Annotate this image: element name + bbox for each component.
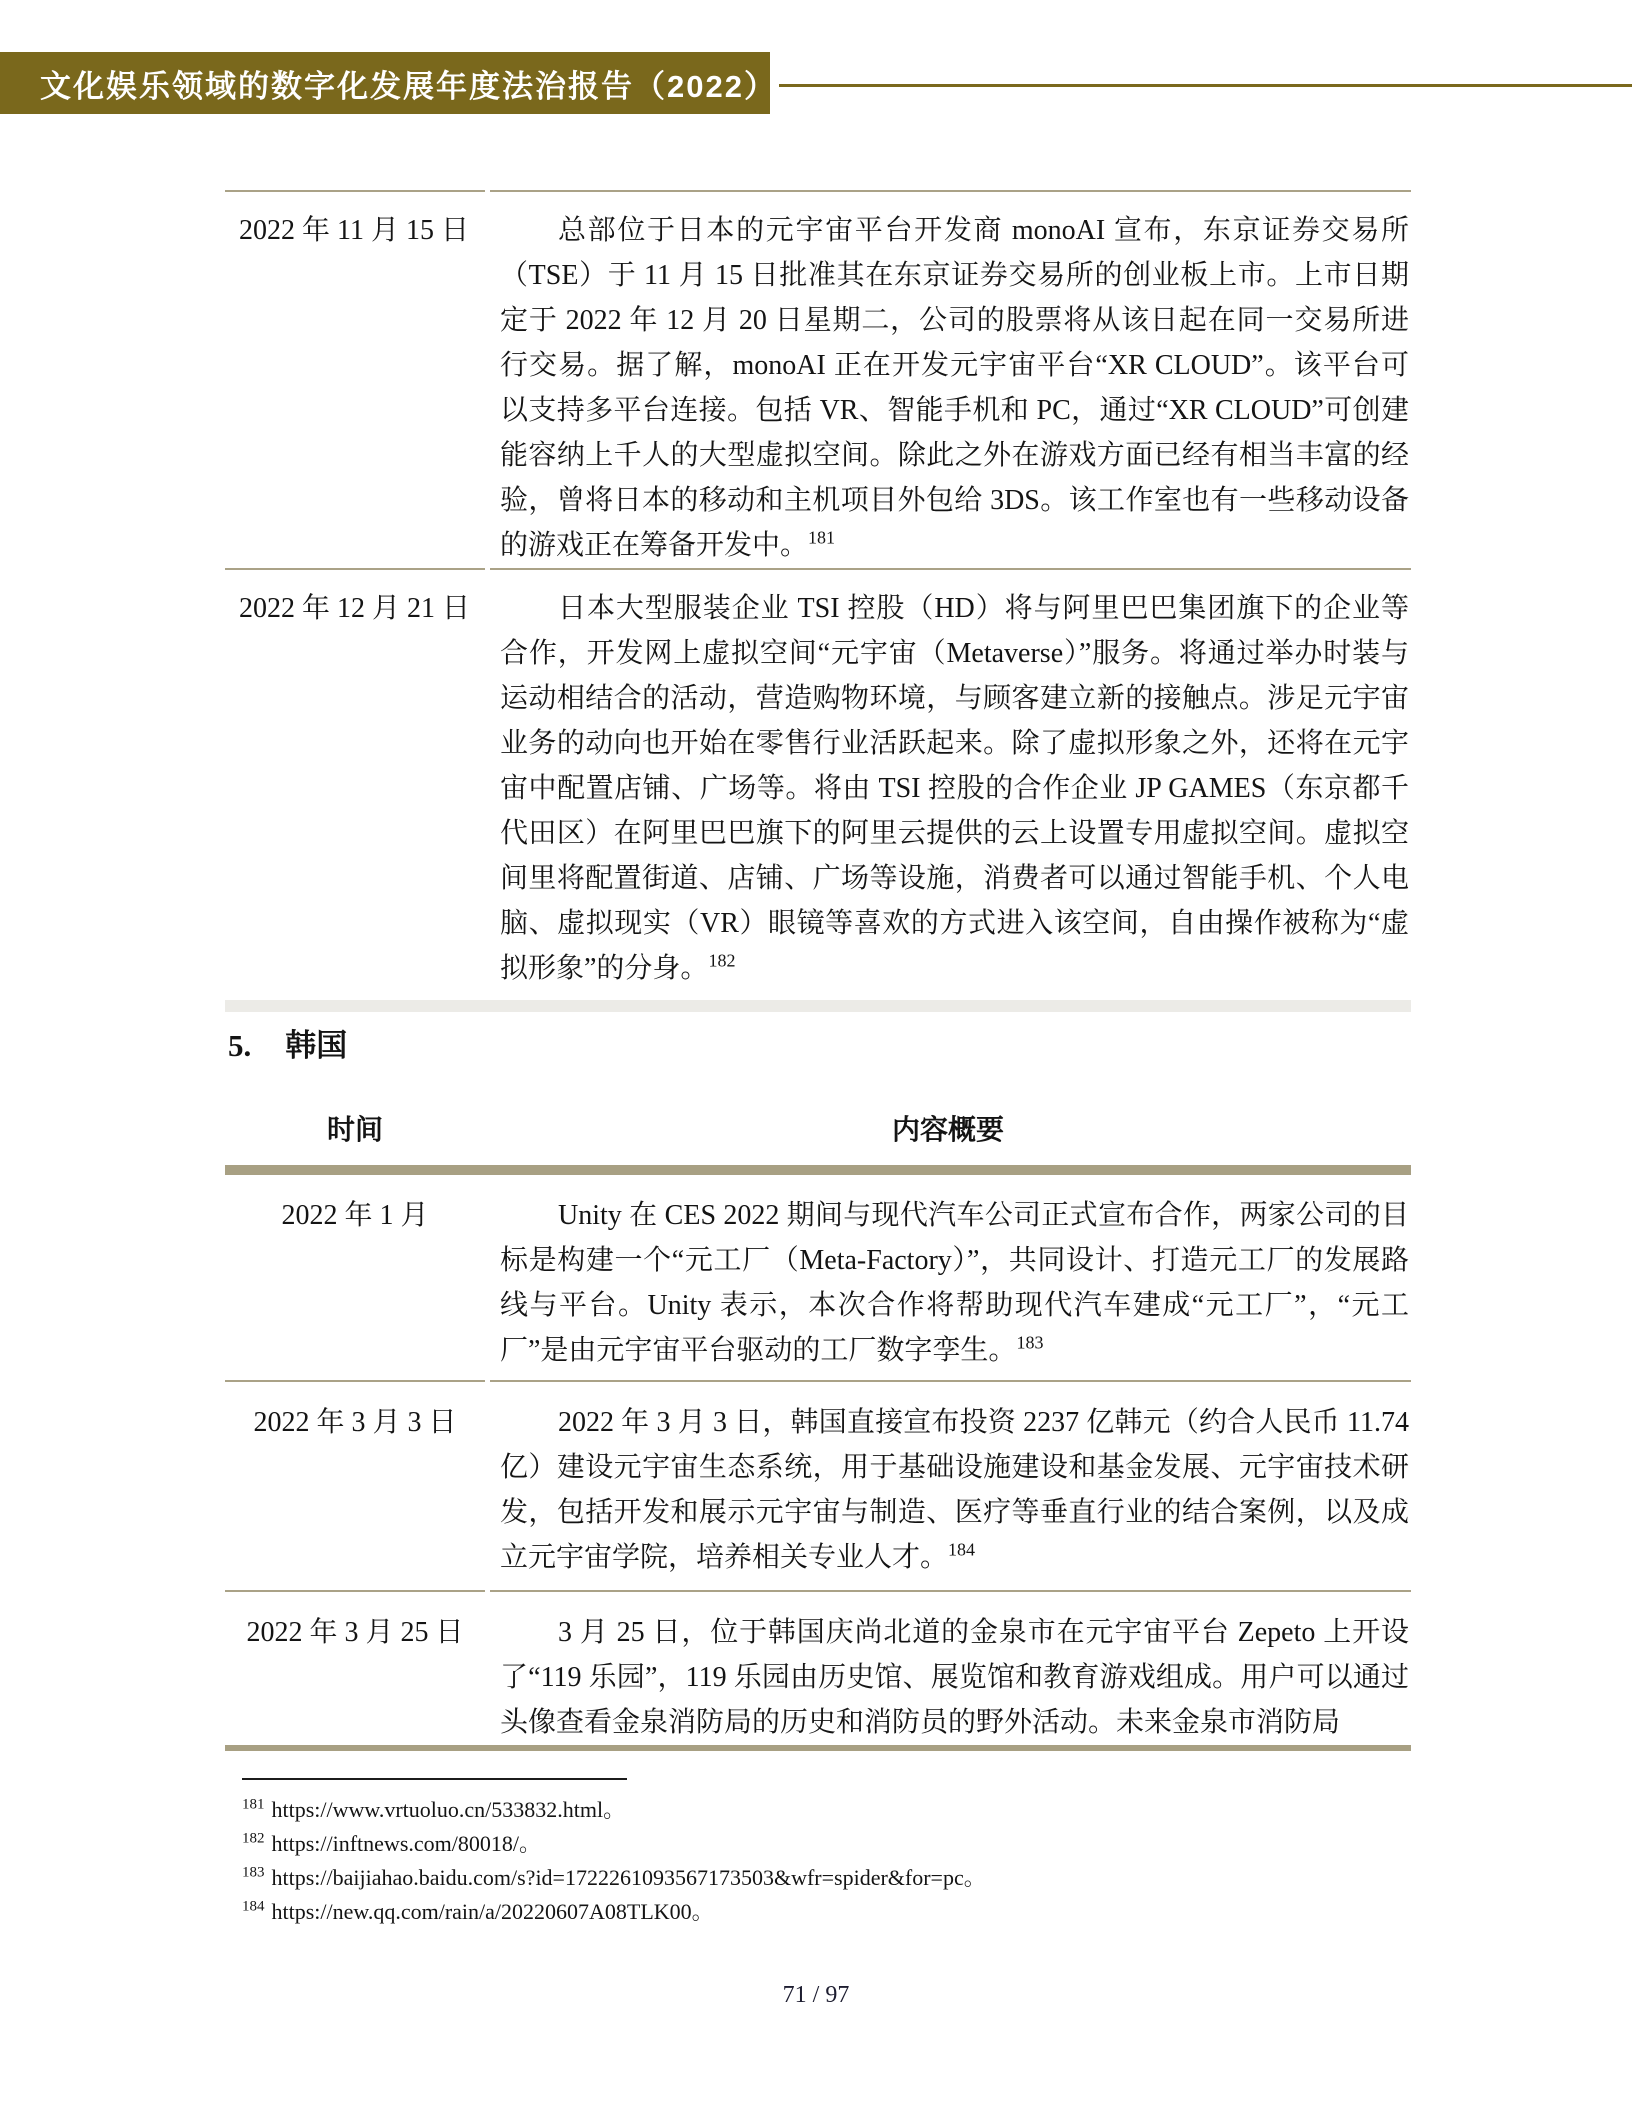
event-summary	[490, 1175, 1411, 1380]
footnote-ref: 181	[808, 527, 836, 548]
section-number: 5.	[228, 1028, 252, 1063]
event-date: 2022 年 3 月 25 日	[225, 1590, 485, 1745]
footnote-separator	[242, 1778, 627, 1780]
event-summary-text: 2022 年 3 月 3 日，韩国直接宣布投资 2237 亿韩元（约合人民币 11.74 亿）建设元宇宙生态系统，用于基础设施建设和基金发展、元宇宙技术研发，包括开发和展示元宇宙与制造、医疗等垂直行业的结合案例，以及成立元宇宙学院，培养相关专业人才。	[500, 1407, 1409, 1573]
footnote-number: 183	[242, 1864, 265, 1881]
section-heading	[228, 1020, 347, 1065]
footnote-url: https://www.vrtuoluo.cn/533832.html。	[271, 1797, 626, 1822]
table-row	[225, 1175, 1411, 1380]
table-row	[225, 190, 1411, 568]
event-date: 2022 年 12 月 21 日	[225, 568, 485, 1002]
footnotes	[242, 1793, 986, 1929]
footnote-number: 181	[242, 1796, 265, 1813]
event-summary-text: 总部位于日本的元宇宙平台开发商 monoAI 宣布，东京证券交易所（TSE）于 11 月 15 日批准其在东京证券交易所的创业板上市。上市日期定于 2022 年 12 月 20 日星期二，公司的股票将从该日起在同一交易所进行交易。据了解，monoAI 正在开发元宇宙平台“XR CLOUD”。该平台可以支持多平台连接。包括 VR、智能手机和 PC，通过“XR CLOUD”可创建能容纳上千人的大型虚拟空间。除此之外在游戏方面已经有相当丰富的经验，曾将日本的移动和主机项目外包给 3DS。该工作室也有一些移动设备的游戏正在筹备开发中。	[500, 215, 1409, 561]
event-summary	[490, 1380, 1411, 1590]
footnote	[242, 1827, 986, 1861]
event-summary	[490, 568, 1411, 1002]
event-summary	[490, 190, 1411, 568]
footnote	[242, 1861, 986, 1895]
report-title: 文化娱乐领域的数字化发展年度法治报告（2022）	[40, 68, 777, 104]
event-summary-text: Unity 在 CES 2022 期间与现代汽车公司正式宣布合作，两家公司的目标是构建一个“元工厂（Meta-Factory）”，共同设计、打造元工厂的发展路线与平台。Unity 表示，本次合作将帮助现代汽车建成“元工厂”，“元工厂”是由元宇宙平台驱动的工厂数字孪生。	[500, 1200, 1409, 1366]
footnote-number: 184	[242, 1898, 265, 1915]
page-number: 71 / 97	[782, 1982, 850, 2008]
footnote-url: https://baijiahao.baidu.com/s?id=1722261093567173503&wfr=spider&for=pc。	[271, 1865, 986, 1890]
table-bottom-border	[225, 1000, 1411, 1012]
footnote-ref: 183	[1016, 1332, 1044, 1353]
header-underline-bar	[225, 1165, 1411, 1175]
footnote-ref: 182	[708, 950, 736, 971]
footnote-url: https://new.qq.com/rain/a/20220607A08TLK00。	[271, 1899, 714, 1924]
header-rule	[779, 84, 1632, 87]
header-bar	[0, 52, 777, 114]
table-header-row	[225, 1090, 1411, 1165]
event-summary-text: 3 月 25 日，位于韩国庆尚北道的金泉市在元宇宙平台 Zepeto 上开设了“119 乐园”，119 乐园由历史馆、展览馆和教育游戏组成。用户可以通过头像查看金泉消防局的历史和消防员的野外活动。未来金泉市消防局	[500, 1617, 1409, 1738]
table-row	[225, 568, 1411, 1002]
event-date: 2022 年 3 月 3 日	[225, 1380, 485, 1590]
column-header-time: 时间	[326, 1114, 383, 1146]
footnote-url: https://inftnews.com/80018/。	[271, 1831, 541, 1856]
table-row	[225, 1380, 1411, 1590]
column-header-summary: 内容概要	[891, 1114, 1004, 1146]
footnote-ref: 184	[948, 1539, 976, 1560]
table-row	[225, 1590, 1411, 1745]
table-cut-bottom-bar	[225, 1745, 1411, 1751]
event-date: 2022 年 1 月	[281, 1200, 429, 1231]
footnote	[242, 1793, 986, 1827]
event-summary-text: 日本大型服装企业 TSI 控股（HD）将与阿里巴巴集团旗下的企业等合作，开发网上虚拟空间“元宇宙（Metaverse）”服务。将通过举办时装与运动相结合的活动，营造购物环境，与顾客建立新的接触点。涉足元宇宙业务的动向也开始在零售行业活跃起来。除了虚拟形象之外，还将在元宇宙中配置店铺、广场等。将由 TSI 控股的合作企业 JP GAMES（东京都千代田区）在阿里巴巴旗下的阿里云提供的云上设置专用虚拟空间。虚拟空间里将配置街道、店铺、广场等设施，消费者可以通过智能手机、个人电脑、虚拟现实（VR）眼镜等喜欢的方式进入该空间，自由操作被称为“虚拟形象”的分身。	[500, 593, 1409, 984]
footnote-number: 182	[242, 1830, 265, 1847]
japan-events-table	[225, 190, 1411, 1002]
section-title: 韩国	[285, 1028, 348, 1063]
event-summary	[490, 1590, 1411, 1745]
footnote	[242, 1895, 986, 1929]
korea-events-table	[225, 1090, 1411, 1751]
event-date: 2022 年 11 月 15 日	[225, 190, 485, 568]
